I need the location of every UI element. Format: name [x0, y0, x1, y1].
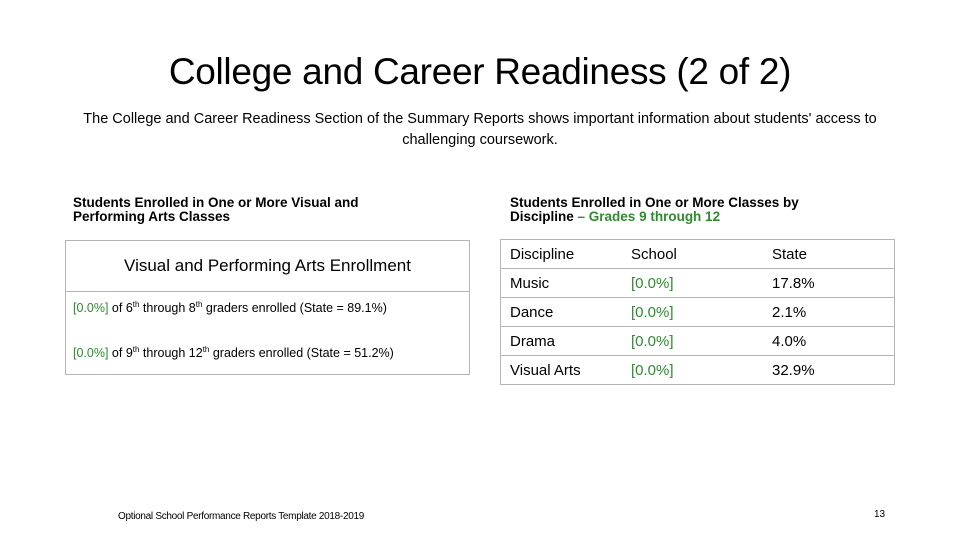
row-text: of — [108, 301, 126, 315]
table-row — [501, 269, 895, 298]
discipline-table — [500, 239, 895, 385]
ordinal-suffix: th — [132, 300, 140, 309]
footer-text: Optional School Performance Reports Template 2018-2019 — [118, 511, 364, 522]
school-value: [0.0%] — [73, 301, 109, 315]
table-row — [501, 327, 895, 356]
school-cell: [0.0%] — [622, 327, 763, 356]
ordinal-suffix: th — [132, 345, 140, 354]
discipline-cell: Dance — [501, 298, 623, 327]
row-text: graders enrolled (State = 51.2%) — [209, 346, 394, 360]
vpa-enrollment-box — [65, 240, 470, 375]
school-cell: [0.0%] — [622, 298, 763, 327]
column-header-state: State — [763, 240, 895, 269]
ordinal-suffix: th — [202, 345, 210, 354]
grade-from: 9 — [125, 346, 133, 360]
grade-to: 12 — [188, 346, 203, 360]
school-value: [0.0%] — [73, 346, 109, 360]
vpa-section-heading: Students Enrolled in One or More Visual and Performing Arts Classes — [73, 195, 359, 224]
state-cell: 17.8% — [763, 269, 895, 298]
discipline-cell: Drama — [501, 327, 623, 356]
ordinal-suffix: th — [195, 300, 203, 309]
state-cell: 4.0% — [763, 327, 895, 356]
discipline-section-heading — [510, 196, 840, 224]
slide-subtitle: The College and Career Readiness Section of the Summary Reports shows important information about students' access to challenging coursework. — [83, 111, 877, 148]
grade-from: 6 — [125, 301, 133, 315]
heading-grades: – Grades 9 through 12 — [573, 209, 721, 224]
discipline-cell: Music — [501, 269, 623, 298]
enrollment-row-grades-9-12 — [73, 345, 394, 361]
table-row — [501, 356, 895, 385]
column-header-discipline: Discipline — [501, 240, 623, 269]
vpa-enrollment-title: Visual and Performing Arts Enrollment — [124, 256, 411, 275]
row-text: through — [139, 346, 189, 360]
grade-to: 8 — [188, 301, 196, 315]
heading-main: Students Enrolled in One or More Classes by Discipline — [510, 195, 799, 224]
row-text: of — [108, 346, 126, 360]
school-cell: [0.0%] — [622, 356, 763, 385]
enrollment-row-grades-6-8 — [73, 300, 387, 316]
divider — [66, 291, 469, 292]
table-header-row — [501, 240, 895, 269]
row-text: graders enrolled (State = 89.1%) — [202, 301, 387, 315]
table-row — [501, 298, 895, 327]
page-number: 13 — [874, 509, 886, 520]
column-header-school: School — [622, 240, 763, 269]
state-cell: 32.9% — [763, 356, 895, 385]
slide-title: College and Career Readiness (2 of 2) — [168, 51, 792, 92]
row-text: through — [139, 301, 189, 315]
school-cell: [0.0%] — [622, 269, 763, 298]
discipline-cell: Visual Arts — [501, 356, 623, 385]
state-cell: 2.1% — [763, 298, 895, 327]
